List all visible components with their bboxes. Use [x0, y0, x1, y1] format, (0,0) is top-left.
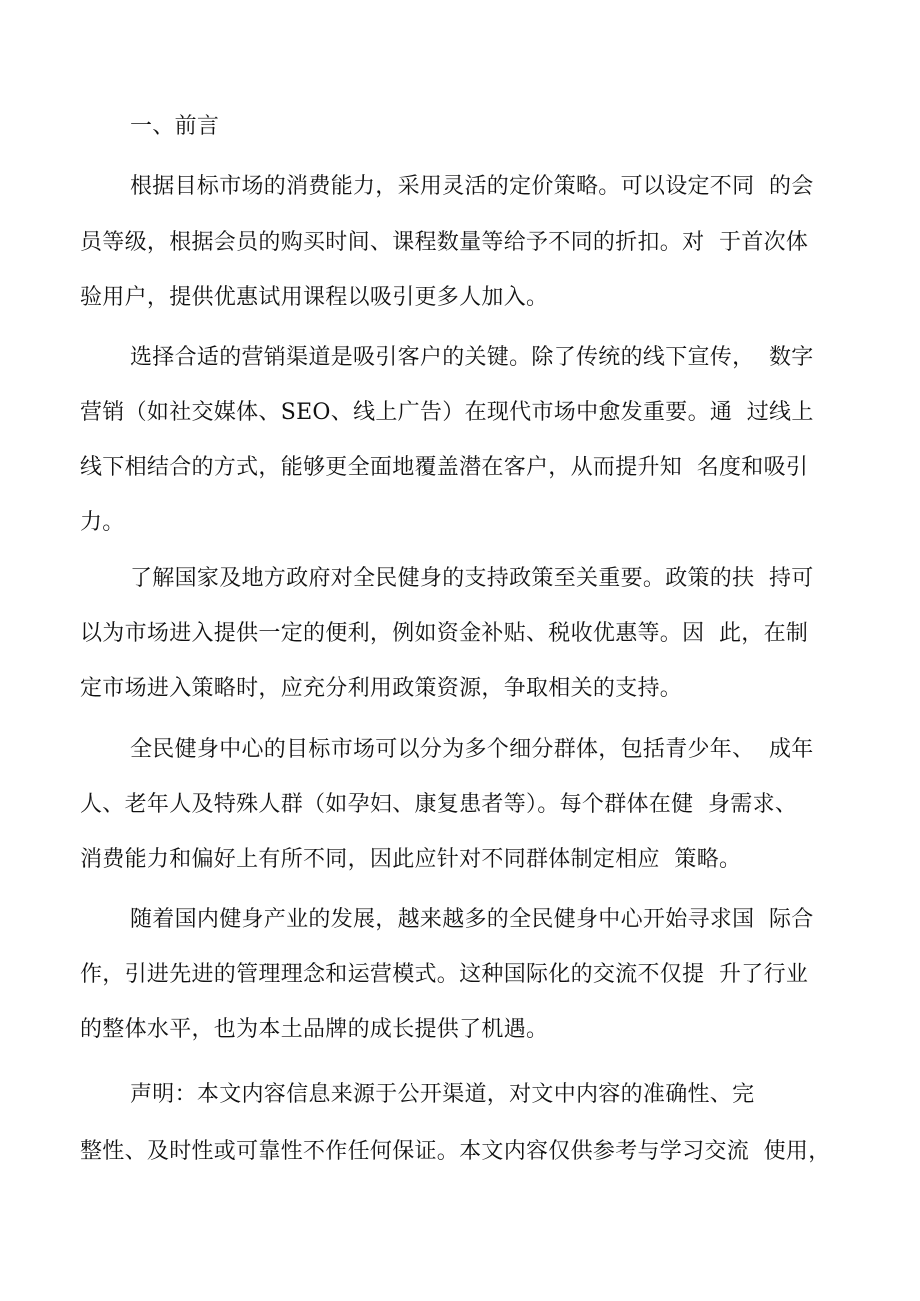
paragraph-3-line-1: 了解国家及地方政府对全民健身的支持政策至关重要。政策的扶 持可 — [130, 566, 814, 591]
paragraph-5-line-3: 的整体水平，也为本土品牌的成长提供了机遇。 — [80, 1017, 549, 1042]
paragraph-5-line-2: 作，引进先进的管理理念和运营模式。这种国际化的交流不仅提 升了行业 — [80, 962, 809, 987]
paragraph-5-line-1: 随着国内健身产业的发展，越来越多的全民健身中心开始寻求国 际合 — [130, 907, 814, 932]
paragraph-1-line-2: 员等级，根据会员的购买时间、课程数量等给予不同的折扣。对 于首次体 — [80, 230, 809, 255]
disclaimer-line-2: 整性、及时性或可靠性不作任何保证。本文内容仅供参考与学习交流 使用， — [80, 1139, 831, 1164]
paragraph-4-line-1: 全民健身中心的目标市场可以分为多个细分群体，包括青少年、 成年 — [130, 737, 814, 762]
disclaimer-line-1: 声明：本文内容信息来源于公开渠道，对文中内容的准确性、完 — [130, 1082, 755, 1107]
paragraph-2-line-2: 营销（如社交媒体、SEO、线上广告）在现代市场中愈发重要。通 过线上 — [80, 400, 814, 425]
paragraph-2-line-3: 线下相结合的方式，能够更全面地覆盖潜在客户，从而提升知 名度和吸引 — [80, 455, 809, 480]
paragraph-3-line-3: 定市场进入策略时，应充分利用政策资源，争取相关的支持。 — [80, 676, 683, 701]
paragraph-4-line-2: 人、老年人及特殊人群（如孕妇、康复患者等）。每个群体在健 身需求、 — [80, 792, 798, 817]
paragraph-1-line-1: 根据目标市场的消费能力，采用灵活的定价策略。可以设定不同 的会 — [130, 174, 814, 199]
paragraph-3-line-2: 以为市场进入提供一定的便利，例如资金补贴、税收优惠等。因 此，在制 — [80, 621, 809, 646]
paragraph-2-line-1: 选择合适的营销渠道是吸引客户的关键。除了传统的线下宣传， 数字 — [130, 345, 814, 370]
section-heading: 一、前言 — [130, 114, 220, 139]
paragraph-1-line-3: 验用户，提供优惠试用课程以吸引更多人加入。 — [80, 285, 549, 310]
paragraph-4-line-3: 消费能力和偏好上有所不同，因此应针对不同群体制定相应 策略。 — [80, 847, 742, 872]
paragraph-2-line-4: 力。 — [80, 510, 125, 535]
